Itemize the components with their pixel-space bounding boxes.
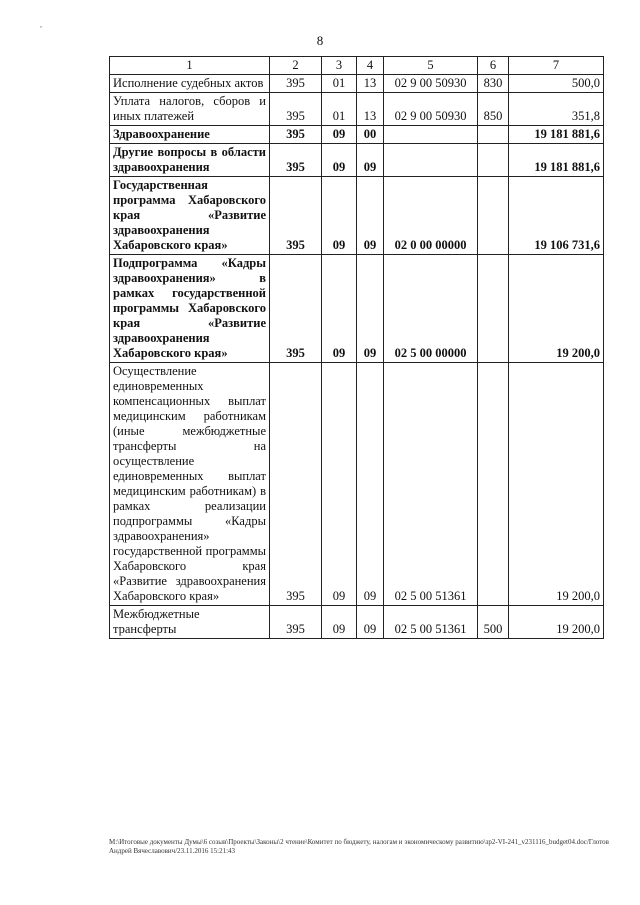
- section-code: 09: [322, 606, 357, 639]
- item-name: Подпрограмма «Кадры здравоохранения» в рамках государственной программы Хабаровского края «Развитие здравоохранения Хабаровского края»: [110, 255, 270, 363]
- column-header: 4: [357, 57, 384, 75]
- budget-table: [109, 56, 604, 639]
- document-path-footer: M:\Итоговые документы Думы\6 созыв\Проекты\Законы\2 чтение\Комитет по бюджету, налогам и экономическому развитию\зр2-VI-241_v231116_budget04.doc/Глотов Андрей Вячеславович/23.11.2016 15:21:43: [109, 838, 609, 855]
- subsection-code: 09: [357, 363, 384, 606]
- scan-mark: ,: [40, 20, 42, 29]
- expense-type-code: [478, 126, 509, 144]
- ministry-code: 395: [270, 255, 322, 363]
- item-name: Осуществление единовременных компенсационных выплат медицинским работникам (иные межбюджетные трансферты на осуществление единовременных выплат медицинским работникам) в рамках реализации подпрограммы «Кадры здравоохранения» государственной программы Хабаровского края «Развитие здравоохранения Хабаровского края»: [110, 363, 270, 606]
- expense-type-code: 850: [478, 93, 509, 126]
- target-article-code: [384, 144, 478, 177]
- table-row: [110, 93, 604, 126]
- item-name: Государственная программа Хабаровского края «Развитие здравоохранения Хабаровского края»: [110, 177, 270, 255]
- ministry-code: 395: [270, 144, 322, 177]
- column-header: 3: [322, 57, 357, 75]
- amount: 19 106 731,6: [509, 177, 604, 255]
- expense-type-code: [478, 177, 509, 255]
- column-header: 5: [384, 57, 478, 75]
- amount: 351,8: [509, 93, 604, 126]
- section-code: 09: [322, 255, 357, 363]
- expense-type-code: [478, 363, 509, 606]
- subsection-code: 13: [357, 75, 384, 93]
- ministry-code: 395: [270, 177, 322, 255]
- subsection-code: 09: [357, 255, 384, 363]
- section-code: 09: [322, 177, 357, 255]
- target-article-code: [384, 126, 478, 144]
- target-article-code: 02 9 00 50930: [384, 93, 478, 126]
- section-code: 09: [322, 363, 357, 606]
- amount: 19 200,0: [509, 255, 604, 363]
- amount: 19 200,0: [509, 363, 604, 606]
- expense-type-code: 830: [478, 75, 509, 93]
- section-code: 01: [322, 93, 357, 126]
- subsection-code: 09: [357, 177, 384, 255]
- table-row: [110, 255, 604, 363]
- item-name: Уплата налогов, сборов и иных платежей: [110, 93, 270, 126]
- amount: 19 181 881,6: [509, 126, 604, 144]
- ministry-code: 395: [270, 126, 322, 144]
- amount: 19 181 881,6: [509, 144, 604, 177]
- target-article-code: 02 0 00 00000: [384, 177, 478, 255]
- target-article-code: 02 5 00 51361: [384, 363, 478, 606]
- ministry-code: 395: [270, 606, 322, 639]
- table-row: [110, 177, 604, 255]
- expense-type-code: [478, 255, 509, 363]
- page-number: 8: [316, 33, 324, 48]
- subsection-code: 09: [357, 144, 384, 177]
- ministry-code: 395: [270, 93, 322, 126]
- expense-type-code: 500: [478, 606, 509, 639]
- section-code: 01: [322, 75, 357, 93]
- table-row: [110, 75, 604, 93]
- expense-type-code: [478, 144, 509, 177]
- subsection-code: 00: [357, 126, 384, 144]
- section-code: 09: [322, 126, 357, 144]
- ministry-code: 395: [270, 75, 322, 93]
- item-name: Здравоохранение: [110, 126, 270, 144]
- target-article-code: 02 9 00 50930: [384, 75, 478, 93]
- subsection-code: 13: [357, 93, 384, 126]
- target-article-code: 02 5 00 51361: [384, 606, 478, 639]
- subsection-code: 09: [357, 606, 384, 639]
- amount: 19 200,0: [509, 606, 604, 639]
- column-header: 7: [509, 57, 604, 75]
- table-row: [110, 126, 604, 144]
- column-header: 1: [110, 57, 270, 75]
- column-header: 2: [270, 57, 322, 75]
- item-name: Исполнение судебных актов: [110, 75, 270, 93]
- column-header: 6: [478, 57, 509, 75]
- table-row: [110, 363, 604, 606]
- ministry-code: 395: [270, 363, 322, 606]
- table-row: [110, 606, 604, 639]
- section-code: 09: [322, 144, 357, 177]
- item-name: Другие вопросы в области здравоохранения: [110, 144, 270, 177]
- target-article-code: 02 5 00 00000: [384, 255, 478, 363]
- item-name: Межбюджетные трансферты: [110, 606, 270, 639]
- amount: 500,0: [509, 75, 604, 93]
- table-header-row: [110, 57, 604, 75]
- table-row: [110, 144, 604, 177]
